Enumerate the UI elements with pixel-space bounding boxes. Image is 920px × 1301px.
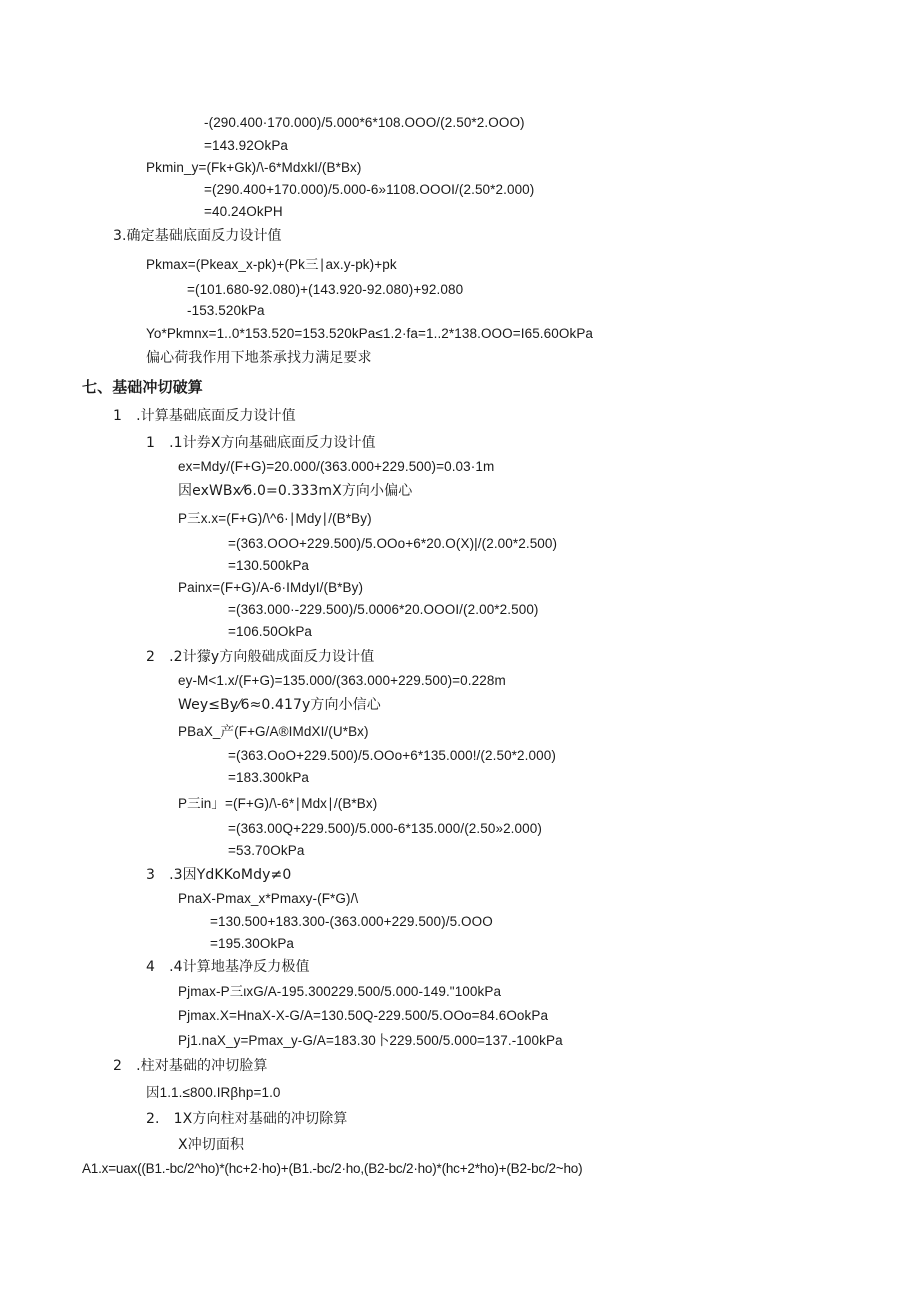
formula-line: P三in」=(F+G)/\-6*∣Mdx∣/(B*Bx) [178,796,378,811]
formula-line: A1.x=uax((B1.-bc/2^ho)*(hc+2·ho)+(B1.-bc/2·ho,(B2-bc/2·ho)*(hc+2*ho)+(B2-bc/2~ho) [82,1161,583,1176]
formula-line: =195.30OkPa [210,936,295,951]
formula-line: =183.300kPa [228,770,310,785]
formula-line: =(290.400+170.000)/5.000-6»1108.OOOI/(2.50*2.000) [204,182,535,197]
formula-line: =(101.680-92.080)+(143.920-92.080)+92.080 [187,282,464,297]
formula-line: Pkmin_y=(Fk+Gk)/\-6*MdxkI/(B*Bx) [146,160,362,175]
formula-line: =40.24OkPH [204,204,283,219]
formula-line: =130.500+183.300-(363.000+229.500)/5.OOO [210,914,493,929]
section-heading: 2 .柱对基础的冲切脸算 [113,1058,268,1074]
subsection-heading: 1 .1计券X方向基础底面反力设计值 [146,435,376,451]
formula-line: ey-M<1.x/(F+G)=135.000/(363.000+229.500)=0.228m [178,673,506,688]
formula-line: =(363.000·-229.500)/5.0006*20.OOOI/(2.00*2.500) [228,602,539,617]
formula-line: Painx=(F+G)/A-6·IMdyI/(B*By) [178,580,364,595]
formula-line: =(363.00Q+229.500)/5.000-6*135.000/(2.50»2.000) [228,821,542,836]
formula-label: X冲切面积 [178,1137,245,1153]
formula-line: PnaX-Pmax_x*Pmaxy-(F*G)/\ [178,891,359,906]
formula-line: 因exWBx⁄6.0=0.333mX方向小偏心 [178,483,413,499]
formula-line: Wey≤By⁄6≈0.417y方向小信心 [178,697,381,713]
formula-line: -153.520kPa [187,303,265,318]
formula-line: PBaX_产(F+G/A®IMdXI/(U*Bx) [178,724,369,739]
formula-line: Pjmax-P三ιxG/A-195.300229.500/5.000-149."100kPa [178,984,502,999]
formula-line: Pj1.naX_y=Pmax_y-G/A=183.30卜229.500/5.000=137.-100kPa [178,1033,563,1048]
formula-line: =53.70OkPa [228,843,305,858]
formula-line: 因1.1.≤800.IRβhp=1.0 [146,1085,281,1100]
section-heading: 1 .计算基础底面反力设计值 [113,408,296,424]
formula-line: =(363.OoO+229.500)/5.OOo+6*135.000!/(2.50*2.000) [228,748,556,763]
formula-line: -(290.400·170.000)/5.000*6*108.OOO/(2.50*2.OOO) [204,115,525,130]
formula-line: Yo*Pkmnx=1..0*153.520=153.520kPa≤1.2·fa=1..2*138.OOO=I65.60OkPa [146,326,594,341]
subsection-heading: 2 .2计獴y方向般础成面反力设计值 [146,649,375,665]
formula-line: ex=Mdy/(F+G)=20.000/(363.000+229.500)=0.03·1m [178,459,495,474]
formula-line: P三x.x=(F+G)/\^6·∣Mdy∣/(B*By) [178,511,372,526]
chapter-heading: 七、基础冲切破算 [82,378,203,396]
formula-line: =130.500kPa [228,558,310,573]
subsection-heading: 4 .4计算地基净反力极值 [146,959,310,975]
subsection-heading: 3 .3因YdKKoMdy≠0 [146,867,292,883]
conclusion-text: 偏心荷我作用下地茶承找力满足要求 [146,350,372,366]
formula-line: Pkmax=(Pkeax_x-pk)+(Pk三∣ax.y-pk)+pk [146,257,397,272]
formula-line: =106.50OkPa [228,624,313,639]
subsection-heading: 2. 1X方向柱对基础的冲切除算 [146,1111,348,1127]
formula-line: =143.92OkPa [204,138,289,153]
formula-line: =(363.OOO+229.500)/5.OOo+6*20.O(X)|/(2.00*2.500) [228,536,558,551]
section-heading: 3.确定基础底面反力设计值 [113,228,282,244]
formula-line: Pjmax.X=HnaX-X-G/A=130.50Q-229.500/5.OOo=84.6OokPa [178,1008,549,1023]
